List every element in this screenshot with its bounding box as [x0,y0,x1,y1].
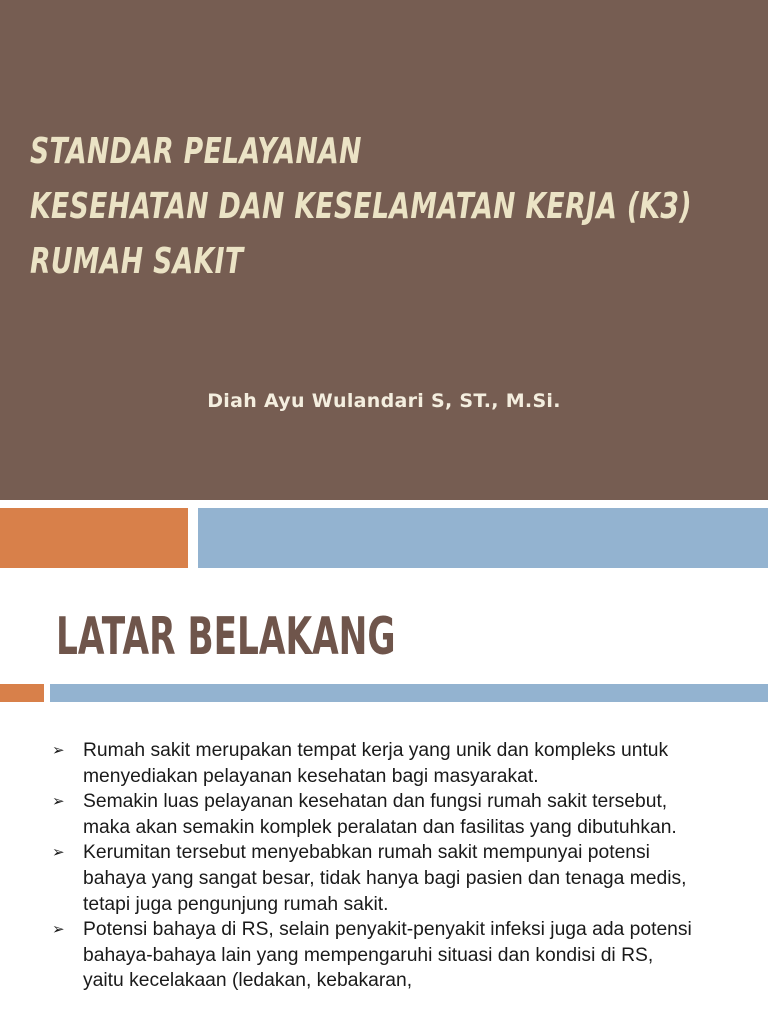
list-item-text: Kerumitan tersebut menyebabkan rumah sakit mempunyai potensi bahaya yang sangat besar, tidak hanya bagi pasien dan tenaga medis, tetapi juga pengunjung rumah sakit. [83,842,687,915]
list-item [52,917,692,994]
cover-title [30,124,760,289]
list-item-text: Semakin luas pelayanan kesehatan dan fungsi rumah sakit tersebut, maka akan semakin komplek peralatan dan fasilitas yang dibutuhkan. [83,791,677,838]
arrow-bullet-icon: ➢ [52,920,65,939]
list-item [52,840,692,917]
arrow-bullet-icon: ➢ [52,843,65,862]
accent-bar-blue [198,508,768,568]
cover-slide [0,0,768,500]
section-title: LATAR BELAKANG [56,607,396,667]
divider-bar-blue [50,684,768,702]
list-item [52,738,692,789]
list-item-text: Potensi bahaya di RS, selain penyakit-penyakit infeksi juga ada potensi bahaya-bahaya lain yang mempengaruhi situasi dan kondisi di RS, yaitu kecelakaan (ledakan, kebakaran, [83,919,692,992]
bullet-list [52,738,692,994]
list-item-text: Rumah sakit merupakan tempat kerja yang unik dan kompleks untuk menyediakan pelayanan kesehatan bagi masyarakat. [83,740,669,787]
list-item [52,789,692,840]
cover-title-line-1: STANDAR PELAYANAN [30,131,362,172]
accent-bar-orange [0,508,188,568]
cover-title-line-2: KESEHATAN DAN KESELAMATAN KERJA (K3) [30,186,692,227]
cover-title-line-3: RUMAH SAKIT [30,241,244,282]
arrow-bullet-icon: ➢ [52,792,65,811]
divider-bar-orange [0,684,44,702]
cover-author: Diah Ayu Wulandari S, ST., M.Si. [207,390,561,412]
arrow-bullet-icon: ➢ [52,741,65,759]
